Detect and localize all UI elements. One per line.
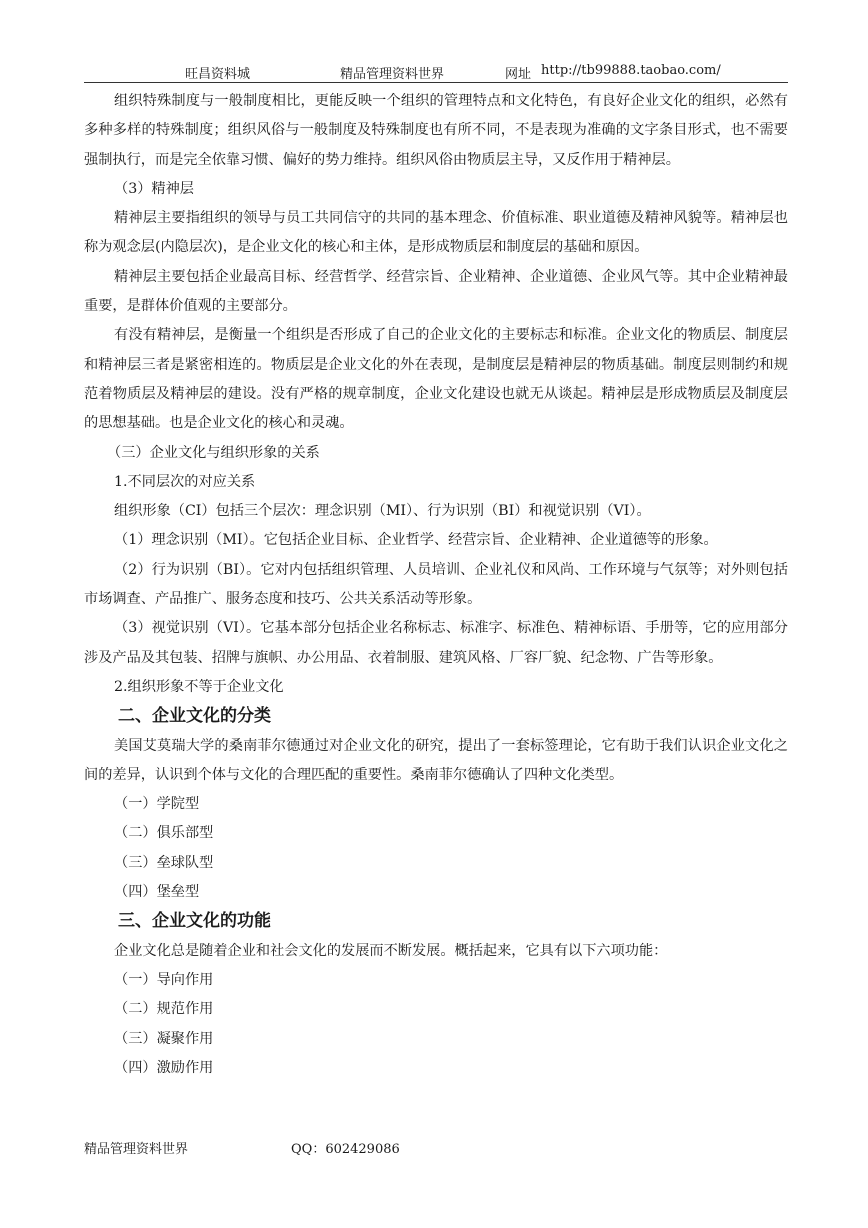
paragraph: 精神层主要包括企业最高目标、经营哲学、经营宗旨、企业精神、企业道德、企业风气等。其中企业精神最重要，是群体价值观的主要部分。 bbox=[84, 268, 788, 315]
document-body bbox=[84, 87, 788, 1083]
page-footer bbox=[84, 1138, 788, 1158]
list-item: （一）导向作用 bbox=[114, 971, 214, 988]
paragraph: 有没有精神层，是衡量一个组织是否形成了自己的企业文化的主要标志和标准。企业文化的物质层、制度层和精神层三者是紧密相连的。物质层是企业文化的外在表现，是制度层是精神层的物质基础。制度层则制约和规范着物质层及精神层的建设。没有严格的规章制度，企业文化建设也就无从谈起。精神层是形成物质层及制度层的思想基础。也是企业文化的核心和灵魂。 bbox=[84, 327, 788, 432]
subsection-title: （三）企业文化与组织形象的关系 bbox=[107, 444, 320, 461]
paragraph: 组织特殊制度与一般制度相比，更能反映一个组织的管理特点和文化特色，有良好企业文化的组织，必然有多种多样的特殊制度；组织风俗与一般制度及特殊制度也有所不同，不是表现为准确的文字条目形式，也不需要强制执行，而是完全依靠习惯、偏好的势力维持。组织风俗由物质层主导，又反作用于精神层。 bbox=[84, 93, 788, 168]
paragraph: 组织形象（CI）包括三个层次：理念识别（MI）、行为识别（BI）和视觉识别（VI）。 bbox=[114, 503, 651, 520]
subsection-title: 1.不同层次的对应关系 bbox=[114, 473, 256, 490]
list-item: （一）学院型 bbox=[114, 796, 200, 813]
paragraph: （2）行为识别（BI）。它对内包括组织管理、人员培训、企业礼仪和风尚、工作环境与气氛等；对外则包括市场调查、产品推广、服务态度和技巧、公共关系活动等形象。 bbox=[84, 561, 788, 608]
subsection-title: （3）精神层 bbox=[114, 180, 194, 197]
paragraph: 企业文化总是随着企业和社会文化的发展而不断发展。概括起来，它具有以下六项功能： bbox=[114, 942, 668, 959]
list-item: （二）规范作用 bbox=[114, 1001, 214, 1018]
list-item: （二）俱乐部型 bbox=[114, 825, 214, 842]
header-url-label: 网址 bbox=[505, 67, 532, 82]
footer-title: 精品管理资料世界 bbox=[84, 1142, 189, 1157]
footer-qq: QQ：602429086 bbox=[291, 1142, 400, 1157]
list-item: （四）堡垒型 bbox=[114, 884, 200, 901]
subsection-title: 2.组织形象不等于企业文化 bbox=[114, 678, 284, 695]
list-item: （三）垒球队型 bbox=[114, 854, 214, 871]
section-heading: 三、企业文化的功能 bbox=[118, 911, 271, 932]
paragraph: 美国艾莫瑞大学的桑南菲尔德通过对企业文化的研究，提出了一套标签理论，它有助于我们认识企业文化之间的差异，认识到个体与文化的合理匹配的重要性。桑南菲尔德确认了四种文化类型。 bbox=[84, 737, 788, 783]
list-item: （四）激励作用 bbox=[114, 1059, 214, 1076]
page-header bbox=[84, 60, 788, 83]
paragraph: （3）视觉识别（VI）。它基本部分包括企业名称标志、标准字、标准色、精神标语、手册等，它的应用部分涉及产品及其包装、招牌与旗帜、办公用品、衣着制服、建筑风格、厂容厂貌、纪念物、广告等形象。 bbox=[84, 620, 788, 666]
section-heading: 二、企业文化的分类 bbox=[118, 706, 271, 727]
paragraph: 精神层主要指组织的领导与员工共同信守的共同的基本理念、价值标准、职业道德及精神风貌等。精神层也称为观念层(内隐层次)，是企业文化的核心和主体，是形成物质层和制度层的基础和原因。 bbox=[84, 210, 788, 256]
header-title: 精品管理资料世界 bbox=[340, 67, 445, 82]
header-url[interactable]: http://tb99888.taobao.com/ bbox=[541, 63, 721, 78]
list-item: （三）凝聚作用 bbox=[114, 1030, 214, 1047]
paragraph: （1）理念识别（MI）。它包括企业目标、企业哲学、经营宗旨、企业精神、企业道德等的形象。 bbox=[114, 532, 718, 549]
header-shop-name: 旺昌资料城 bbox=[185, 67, 251, 82]
